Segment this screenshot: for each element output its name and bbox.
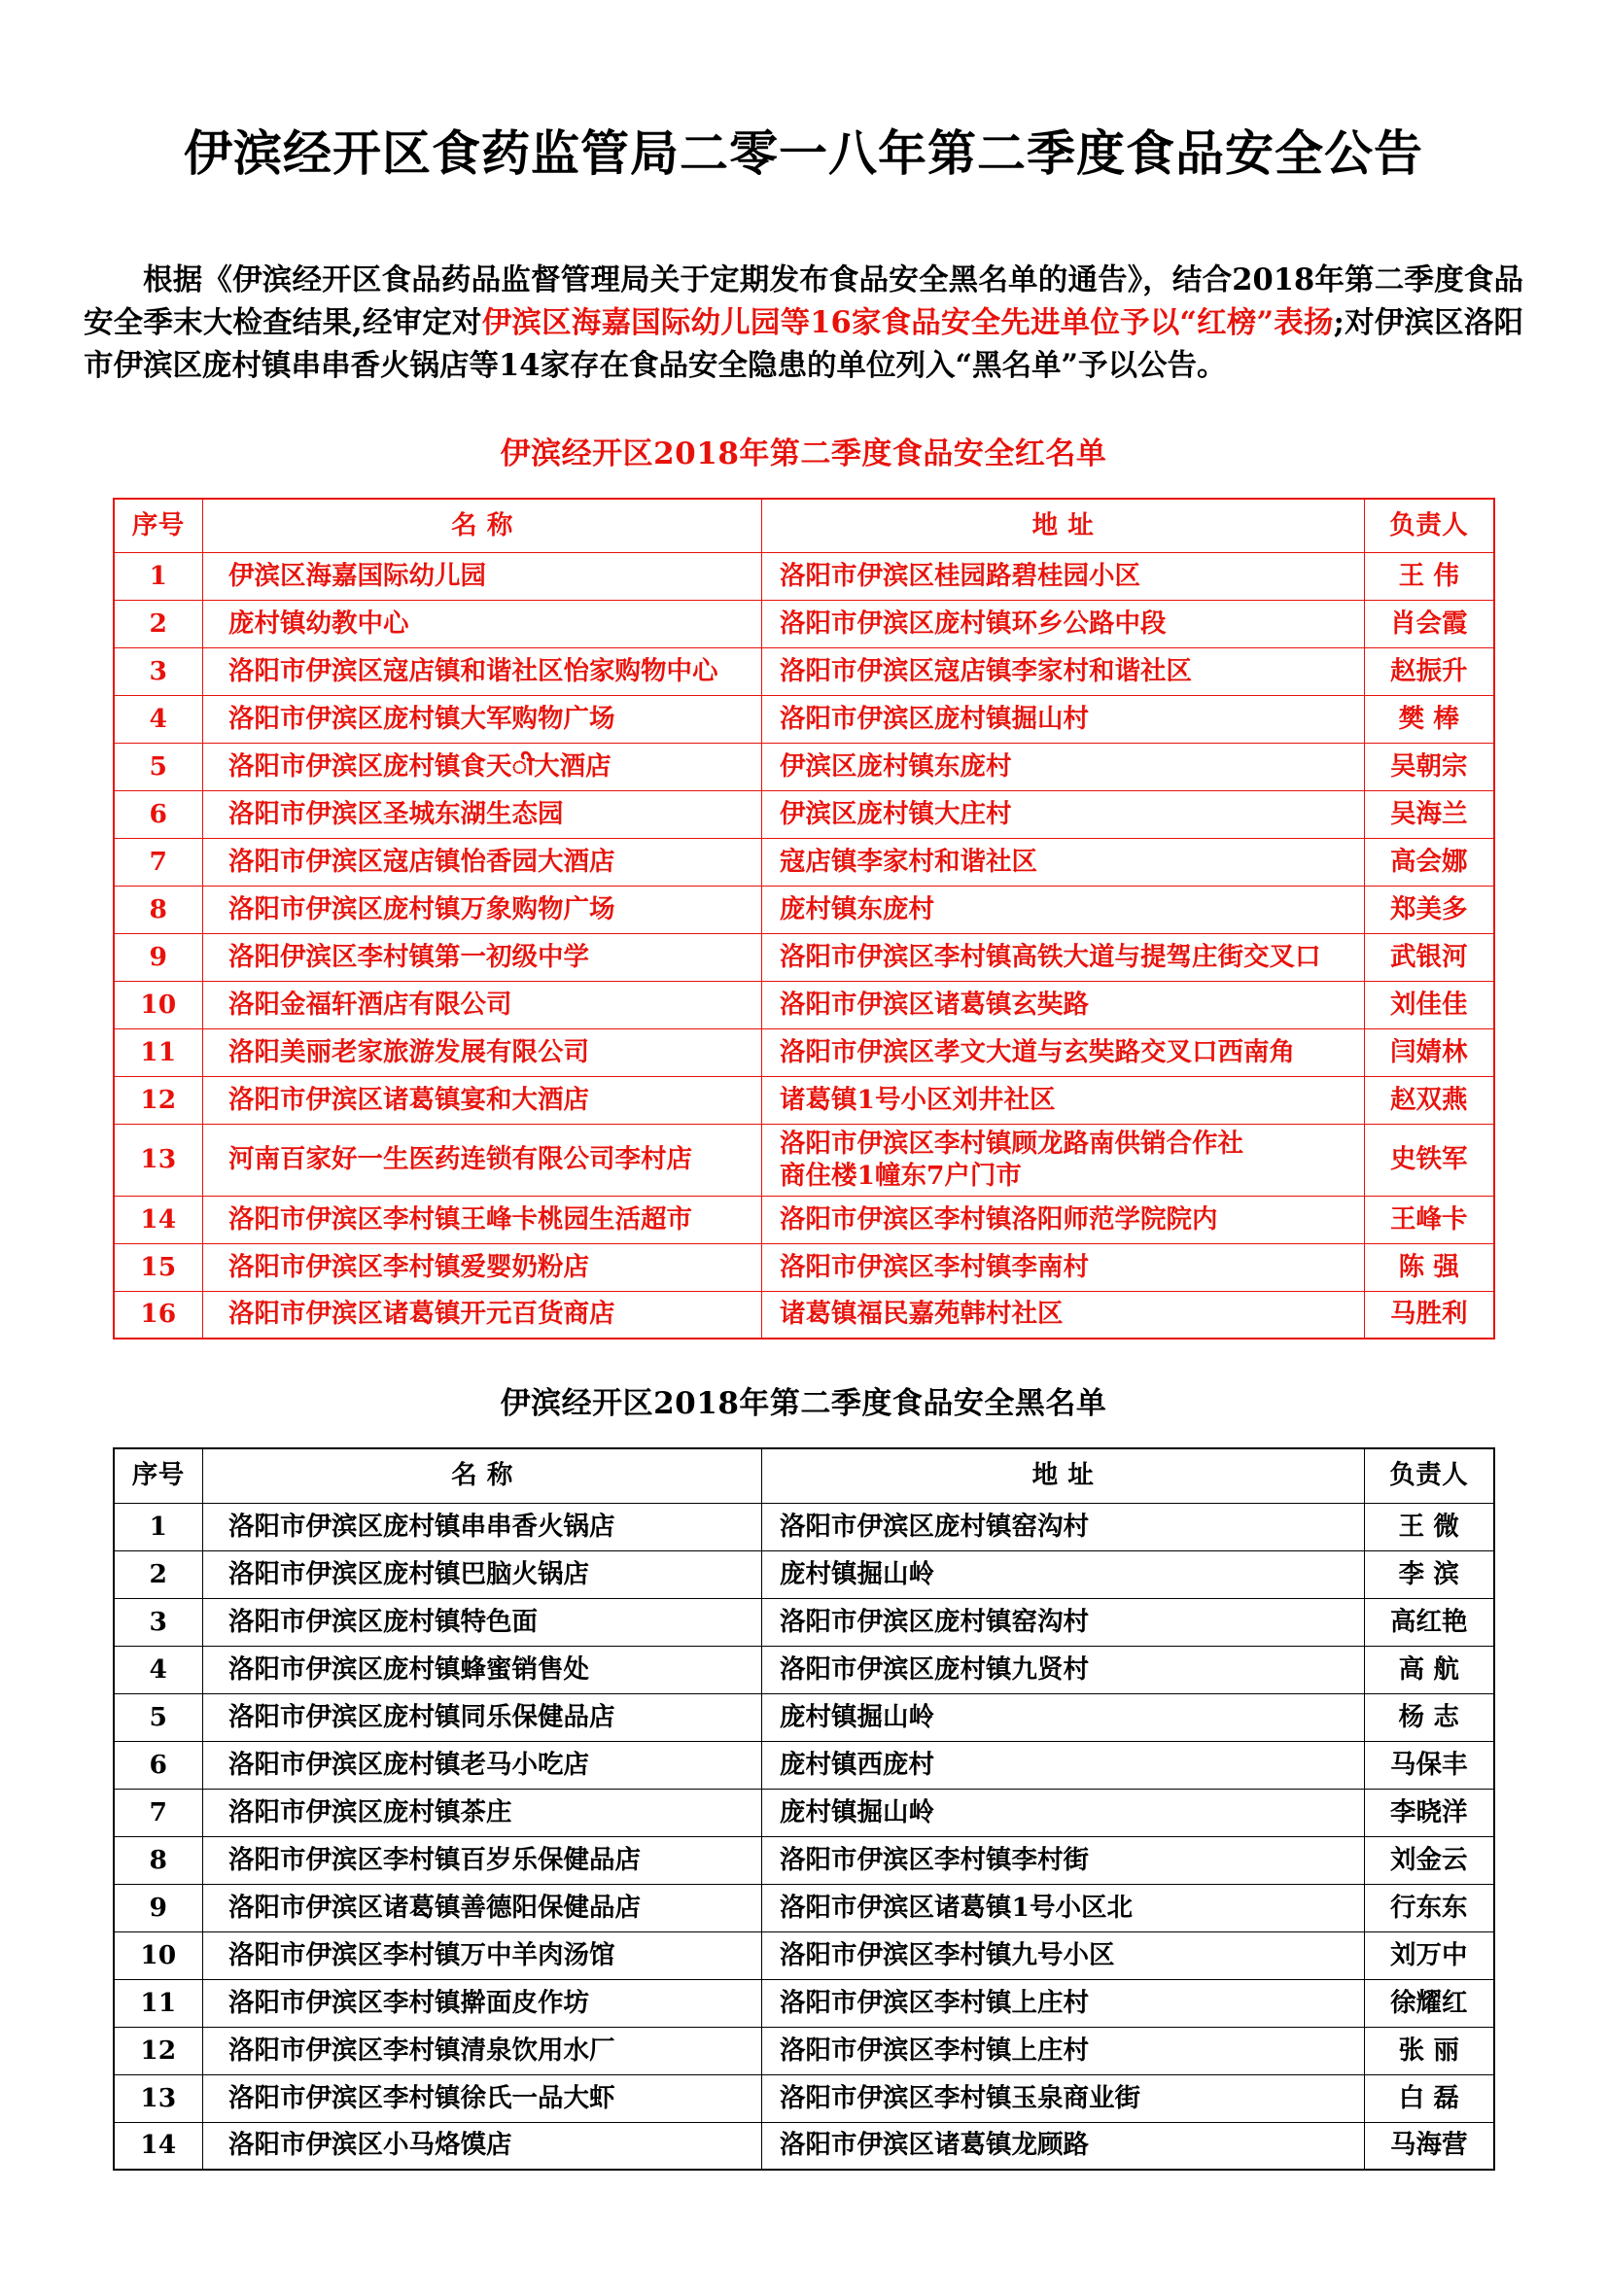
intro-text-highlight: 伊滨区海嘉国际幼儿园等16家食品安全先进单位予以“红榜”表扬: [481, 304, 1334, 340]
cell-name: 洛阳市伊滨区庞村镇食天ी大酒店: [203, 744, 762, 791]
cell-index: 9: [114, 934, 203, 982]
cell-index: 5: [114, 744, 203, 791]
cell-index: 15: [114, 1243, 203, 1291]
cell-address: 洛阳市伊滨区寇店镇李家村和谐社区: [762, 648, 1365, 696]
cell-name: 庞村镇幼教中心: [203, 601, 762, 648]
cell-person: 刘金云: [1365, 1836, 1494, 1884]
cell-name: 洛阳市伊滨区李村镇徐氏一品大虾: [203, 2074, 762, 2122]
table-row: [114, 791, 1494, 839]
table-row: [114, 2122, 1494, 2170]
cell-person: 樊 棒: [1365, 696, 1494, 744]
column-header-address: 地 址: [762, 1448, 1365, 1503]
cell-name: 洛阳市伊滨区庞村镇大军购物广场: [203, 696, 762, 744]
black-list-caption: 伊滨经开区2018年第二季度食品安全黑名单: [500, 1386, 1107, 1422]
cell-name: 洛阳市伊滨区李村镇万中羊肉汤馆: [203, 1931, 762, 1979]
cell-person: 高会娜: [1365, 839, 1494, 887]
cell-name: 洛阳市伊滨区诸葛镇开元百货商店: [203, 1291, 762, 1339]
cell-name: 洛阳市伊滨区寇店镇怡香园大酒店: [203, 839, 762, 887]
cell-name: 洛阳市伊滨区庞村镇巴脑火锅店: [203, 1550, 762, 1598]
column-header-address: 地 址: [762, 499, 1365, 553]
cell-index: 1: [114, 1503, 203, 1550]
cell-index: 12: [114, 1077, 203, 1125]
cell-person: 马保丰: [1365, 1741, 1494, 1789]
cell-address: 洛阳市伊滨区庞村镇九贤村: [762, 1646, 1365, 1693]
cell-address: 庞村镇西庞村: [762, 1741, 1365, 1789]
cell-name: 河南百家好一生医药连锁有限公司李村店: [203, 1125, 762, 1197]
cell-address: 诸葛镇福民嘉苑韩村社区: [762, 1291, 1365, 1339]
cell-address: 庞村镇东庞村: [762, 887, 1365, 934]
table-row: [114, 1741, 1494, 1789]
table-header-row: [114, 499, 1494, 553]
cell-address: 洛阳市伊滨区李村镇上庄村: [762, 2027, 1365, 2074]
cell-person: 徐耀红: [1365, 1979, 1494, 2027]
column-header-name: 名 称: [203, 499, 762, 553]
cell-address: 洛阳市伊滨区李村镇洛阳师范学院院内: [762, 1196, 1365, 1243]
cell-address: 洛阳市伊滨区李村镇高铁大道与提驾庄街交叉口: [762, 934, 1365, 982]
cell-name: 洛阳市伊滨区寇店镇和谐社区怡家购物中心: [203, 648, 762, 696]
table-row: [114, 1550, 1494, 1598]
cell-index: 2: [114, 1550, 203, 1598]
cell-name: 洛阳市伊滨区诸葛镇宴和大酒店: [203, 1077, 762, 1125]
cell-name: 洛阳美丽老家旅游发展有限公司: [203, 1029, 762, 1077]
cell-index: 6: [114, 791, 203, 839]
table-row: [114, 553, 1494, 601]
cell-person: 刘万中: [1365, 1931, 1494, 1979]
cell-name: 洛阳市伊滨区庞村镇万象购物广场: [203, 887, 762, 934]
cell-person: 郑美多: [1365, 887, 1494, 934]
cell-index: 16: [114, 1291, 203, 1339]
cell-index: 14: [114, 2122, 203, 2170]
cell-index: 14: [114, 1196, 203, 1243]
cell-address: 洛阳市伊滨区诸葛镇玄奘路: [762, 982, 1365, 1029]
cell-person: 刘佳佳: [1365, 982, 1494, 1029]
cell-name: 洛阳市伊滨区小马烙馍店: [203, 2122, 762, 2170]
table-row: [114, 1291, 1494, 1339]
cell-name: 洛阳市伊滨区庞村镇串串香火锅店: [203, 1503, 762, 1550]
cell-name: 洛阳金福轩酒店有限公司: [203, 982, 762, 1029]
table-row: [114, 1646, 1494, 1693]
cell-address: 庞村镇掘山岭: [762, 1550, 1365, 1598]
cell-person: 赵双燕: [1365, 1077, 1494, 1125]
cell-person: 李 滨: [1365, 1550, 1494, 1598]
cell-index: 3: [114, 648, 203, 696]
cell-index: 10: [114, 982, 203, 1029]
table-row: [114, 1503, 1494, 1550]
cell-name: 洛阳市伊滨区李村镇百岁乐保健品店: [203, 1836, 762, 1884]
cell-person: 武银河: [1365, 934, 1494, 982]
cell-person: 陈 强: [1365, 1243, 1494, 1291]
cell-index: 3: [114, 1598, 203, 1646]
cell-name: 洛阳市伊滨区李村镇擀面皮作坊: [203, 1979, 762, 2027]
table-row: [114, 1884, 1494, 1931]
cell-person: 高红艳: [1365, 1598, 1494, 1646]
table-row: [114, 982, 1494, 1029]
table-header-row: [114, 1448, 1494, 1503]
cell-address: 洛阳市伊滨区孝文大道与玄奘路交叉口西南角: [762, 1029, 1365, 1077]
table-row: [114, 934, 1494, 982]
column-header-index: 序号: [114, 499, 203, 553]
table-row: [114, 1029, 1494, 1077]
cell-person: 史铁军: [1365, 1125, 1494, 1197]
cell-address: 洛阳市伊滨区庞村镇掘山村: [762, 696, 1365, 744]
cell-name: 洛阳市伊滨区李村镇清泉饮用水厂: [203, 2027, 762, 2074]
table-row: [114, 601, 1494, 648]
table-row: [114, 839, 1494, 887]
cell-address: 庞村镇掘山岭: [762, 1789, 1365, 1836]
cell-address: 洛阳市伊滨区李村镇上庄村: [762, 1979, 1365, 2027]
cell-name: 洛阳市伊滨区庞村镇茶庄: [203, 1789, 762, 1836]
table-row: [114, 744, 1494, 791]
cell-name: 伊滨区海嘉国际幼儿园: [203, 553, 762, 601]
cell-address: 伊滨区庞村镇东庞村: [762, 744, 1365, 791]
cell-address: 洛阳市伊滨区桂园路碧桂园小区: [762, 553, 1365, 601]
cell-person: 张 丽: [1365, 2027, 1494, 2074]
cell-name: 洛阳伊滨区李村镇第一初级中学: [203, 934, 762, 982]
cell-address: 洛阳市伊滨区李村镇李村街: [762, 1836, 1365, 1884]
cell-index: 7: [114, 1789, 203, 1836]
cell-index: 9: [114, 1884, 203, 1931]
cell-address: 庞村镇掘山岭: [762, 1693, 1365, 1741]
cell-person: 李晓洋: [1365, 1789, 1494, 1836]
intro-paragraph: [84, 182, 1523, 388]
cell-address: 洛阳市伊滨区李村镇李南村: [762, 1243, 1365, 1291]
intro-text-part1: 根据《伊滨经开区食品药品监督管理局关于定期发布食品安全黑名单的通告》，结合2018年第二季度食品安全季末大检查结果,经审定对: [84, 262, 1523, 340]
cell-address: 诸葛镇1号小区刘井社区: [762, 1077, 1365, 1125]
red-list-table: [113, 498, 1495, 1340]
cell-person: 杨 志: [1365, 1693, 1494, 1741]
cell-index: 4: [114, 696, 203, 744]
table-row: [114, 648, 1494, 696]
cell-address: 寇店镇李家村和谐社区: [762, 839, 1365, 887]
cell-person: 马胜利: [1365, 1291, 1494, 1339]
cell-name: 洛阳市伊滨区诸葛镇善德阳保健品店: [203, 1884, 762, 1931]
table-row: [114, 1125, 1494, 1197]
cell-person: 肖会霞: [1365, 601, 1494, 648]
cell-name: 洛阳市伊滨区李村镇王峰卡桃园生活超市: [203, 1196, 762, 1243]
cell-person: 高 航: [1365, 1646, 1494, 1693]
cell-person: 吴海兰: [1365, 791, 1494, 839]
black-list-table: [113, 1447, 1495, 2171]
cell-address: 洛阳市伊滨区庞村镇窑沟村: [762, 1598, 1365, 1646]
cell-address: 洛阳市伊滨区庞村镇窑沟村: [762, 1503, 1365, 1550]
cell-index: 8: [114, 1836, 203, 1884]
cell-index: 7: [114, 839, 203, 887]
cell-address: 洛阳市伊滨区庞村镇环乡公路中段: [762, 601, 1365, 648]
cell-index: 8: [114, 887, 203, 934]
cell-person: 马海营: [1365, 2122, 1494, 2170]
cell-index: 4: [114, 1646, 203, 1693]
cell-person: 王 微: [1365, 1503, 1494, 1550]
table-row: [114, 1243, 1494, 1291]
table-row: [114, 1598, 1494, 1646]
cell-name: 洛阳市伊滨区庞村镇特色面: [203, 1598, 762, 1646]
cell-index: 11: [114, 1029, 203, 1077]
table-row: [114, 1836, 1494, 1884]
cell-person: 吴朝宗: [1365, 744, 1494, 791]
cell-address: 伊滨区庞村镇大庄村: [762, 791, 1365, 839]
cell-address: 洛阳市伊滨区李村镇顾龙路南供销合作社 商住楼1幢东7户门市: [762, 1125, 1365, 1197]
cell-person: 行东东: [1365, 1884, 1494, 1931]
cell-index: 1: [114, 553, 203, 601]
cell-index: 10: [114, 1931, 203, 1979]
cell-person: 王 伟: [1365, 553, 1494, 601]
cell-index: 13: [114, 1125, 203, 1197]
table-row: [114, 696, 1494, 744]
table-row: [114, 2027, 1494, 2074]
cell-index: 2: [114, 601, 203, 648]
cell-name: 洛阳市伊滨区李村镇爱婴奶粉店: [203, 1243, 762, 1291]
page-title: 伊滨经开区食药监管局二零一八年第二季度食品安全公告: [184, 124, 1423, 182]
cell-name: 洛阳市伊滨区圣城东湖生态园: [203, 791, 762, 839]
column-header-person: 负责人: [1365, 499, 1494, 553]
table-row: [114, 1693, 1494, 1741]
column-header-person: 负责人: [1365, 1448, 1494, 1503]
cell-address: 洛阳市伊滨区李村镇九号小区: [762, 1931, 1365, 1979]
cell-index: 13: [114, 2074, 203, 2122]
table-row: [114, 887, 1494, 934]
cell-person: 白 磊: [1365, 2074, 1494, 2122]
column-header-name: 名 称: [203, 1448, 762, 1503]
cell-person: 王峰卡: [1365, 1196, 1494, 1243]
cell-person: 赵振升: [1365, 648, 1494, 696]
cell-address: 洛阳市伊滨区诸葛镇1号小区北: [762, 1884, 1365, 1931]
column-header-index: 序号: [114, 1448, 203, 1503]
table-row: [114, 1196, 1494, 1243]
table-row: [114, 1979, 1494, 2027]
cell-index: 11: [114, 1979, 203, 2027]
cell-address: 洛阳市伊滨区诸葛镇龙顾路: [762, 2122, 1365, 2170]
cell-index: 5: [114, 1693, 203, 1741]
cell-name: 洛阳市伊滨区庞村镇蜂蜜销售处: [203, 1646, 762, 1693]
red-list-caption: 伊滨经开区2018年第二季度食品安全红名单: [500, 435, 1107, 471]
table-row: [114, 1077, 1494, 1125]
cell-name: 洛阳市伊滨区庞村镇同乐保健品店: [203, 1693, 762, 1741]
table-row: [114, 1931, 1494, 1979]
cell-name: 洛阳市伊滨区庞村镇老马小吃店: [203, 1741, 762, 1789]
intro-text-part2: ;对伊滨区洛阳市伊滨区庞村镇串串香火锅店等14家存在食品安全隐患的单位列入“黑名单”予以公告。: [84, 304, 1523, 383]
cell-index: 6: [114, 1741, 203, 1789]
cell-person: 闫婧林: [1365, 1029, 1494, 1077]
table-row: [114, 2074, 1494, 2122]
cell-index: 12: [114, 2027, 203, 2074]
table-row: [114, 1789, 1494, 1836]
cell-address: 洛阳市伊滨区李村镇玉泉商业街: [762, 2074, 1365, 2122]
